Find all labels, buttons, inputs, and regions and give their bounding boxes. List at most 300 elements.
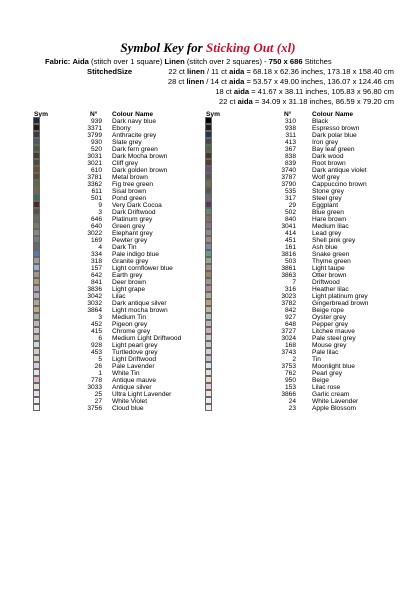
symbol-swatch <box>34 342 39 347</box>
table-row <box>34 146 204 153</box>
table-row <box>34 258 204 265</box>
symbol-swatch <box>206 230 211 235</box>
table-row <box>34 363 204 370</box>
table-row <box>206 258 386 265</box>
colour-name: Antique silver <box>112 384 152 391</box>
colour-name: Thyme green <box>312 258 351 265</box>
symbol-swatch <box>206 279 211 284</box>
colour-number: 610 <box>90 167 102 174</box>
colour-number: 842 <box>284 307 296 314</box>
table-row <box>206 167 386 174</box>
colour-name: Driftwood <box>312 279 340 286</box>
table-row <box>34 314 204 321</box>
size-part-pre: 28 ct <box>167 77 185 86</box>
symbol-swatch <box>34 300 39 305</box>
colour-number: 310 <box>284 118 296 125</box>
symbol-swatch <box>34 370 39 375</box>
table-row <box>34 202 204 209</box>
colour-number: 317 <box>284 195 296 202</box>
colour-name: Light taupe <box>312 265 345 272</box>
table-row <box>206 356 386 363</box>
size-part-fab: linen <box>187 67 205 76</box>
colour-name: Light Driftwood <box>112 356 156 363</box>
table-row <box>34 321 204 328</box>
colour-name: Pepper grey <box>312 321 348 328</box>
colour-number: 939 <box>90 118 102 125</box>
table-row <box>34 153 204 160</box>
symbol-swatch <box>206 237 211 242</box>
symbol-swatch <box>34 209 39 214</box>
table-row <box>34 398 204 405</box>
table-row <box>34 251 204 258</box>
colour-name: Eggplant <box>312 202 339 209</box>
colour-name: Pigeon grey <box>112 321 148 328</box>
colour-number: 26 <box>94 363 102 370</box>
colour-name: Dark fern green <box>112 146 158 153</box>
table-row <box>206 265 386 272</box>
colour-number: 3024 <box>281 335 296 342</box>
symbol-swatch <box>206 195 211 200</box>
fabric-linen: Linen <box>164 57 185 66</box>
left-rows <box>34 118 204 412</box>
colour-name: Root brown <box>312 160 346 167</box>
colour-number: 3863 <box>281 272 296 279</box>
symbol-swatch <box>206 286 211 291</box>
table-row <box>34 167 204 174</box>
colour-name: White Lavender <box>312 398 359 405</box>
symbol-swatch <box>206 223 211 228</box>
table-row <box>206 342 386 349</box>
colour-name: Very Dark Cocoa <box>112 202 162 209</box>
table-row <box>206 153 386 160</box>
colour-number: 3041 <box>281 223 296 230</box>
symbol-swatch <box>34 202 39 207</box>
colour-number: 25 <box>94 391 102 398</box>
colour-name: Dark wood <box>312 153 344 160</box>
colour-name: Sisal brown <box>112 188 147 195</box>
colour-name: Beige rope <box>312 307 344 314</box>
symbol-swatch <box>34 377 39 382</box>
size-part-mid: / 14 ct <box>206 77 227 86</box>
colour-name: Beige <box>312 377 329 384</box>
colour-number: 3864 <box>87 307 102 314</box>
table-row <box>34 160 204 167</box>
symbol-swatch <box>34 286 39 291</box>
sym-header: Sym <box>206 111 220 118</box>
size-part-fab: linen <box>186 77 205 86</box>
colour-number: 27 <box>94 398 102 405</box>
symbol-swatch <box>206 293 211 298</box>
symbol-swatch <box>206 216 211 221</box>
colour-name: Pale Lavender <box>112 363 155 370</box>
colour-name: Ash blue <box>312 244 338 251</box>
colour-number: 414 <box>284 230 296 237</box>
size-line <box>215 87 394 96</box>
fabric-stitches: 750 x 686 <box>268 57 303 66</box>
colour-name: Mouse grey <box>312 342 347 349</box>
colour-name: Green grey <box>112 223 145 230</box>
table-row <box>34 279 204 286</box>
colour-number: 153 <box>284 384 296 391</box>
colour-name: White Violet <box>112 398 148 405</box>
symbol-swatch <box>34 356 39 361</box>
size-line <box>168 67 394 76</box>
colour-number: 24 <box>288 398 296 405</box>
colour-number: 3023 <box>281 293 296 300</box>
left-column <box>34 111 204 412</box>
symbol-swatch <box>34 153 39 158</box>
size-part-post: = 53.57 x 49.00 inches, 136.07 x 124.46 cm <box>246 77 394 86</box>
colour-name: Cloud blue <box>112 405 144 412</box>
symbol-swatch <box>34 125 39 130</box>
symbol-swatch <box>206 314 211 319</box>
colour-number: 930 <box>90 139 102 146</box>
colour-number: 503 <box>284 258 296 265</box>
table-row <box>206 391 386 398</box>
symbol-swatch <box>34 181 39 186</box>
symbol-swatch <box>206 377 211 382</box>
symbol-swatch <box>206 153 211 158</box>
colour-number: 778 <box>90 377 102 384</box>
colour-name: Elephant grey <box>112 230 153 237</box>
table-row <box>206 230 386 237</box>
size-part-post: = 41.67 x 38.11 inches, 105.83 x 96.80 cm <box>251 87 394 96</box>
colour-number: 169 <box>90 237 102 244</box>
size-part-post: = 68.18 x 62.36 inches, 173.18 x 158.40 cm <box>246 67 394 76</box>
colour-number: 3787 <box>281 174 296 181</box>
symbol-swatch <box>206 384 211 389</box>
size-part-pre: 18 ct <box>215 87 232 96</box>
colour-name: Gingerbread brown <box>312 300 369 307</box>
table-row <box>206 188 386 195</box>
colour-name: Shell pink grey <box>312 237 356 244</box>
left-header <box>34 111 204 118</box>
table-row <box>206 300 386 307</box>
colour-number: 640 <box>90 223 102 230</box>
colour-name: Espresso brown <box>312 125 360 132</box>
table-row <box>206 174 386 181</box>
table-row <box>34 181 204 188</box>
symbol-swatch <box>206 321 211 326</box>
colour-name: Dark Mocha brown <box>112 153 168 160</box>
table-row <box>206 314 386 321</box>
colour-name: Heather lilac <box>312 286 349 293</box>
colour-name: Medium Tin <box>112 314 147 321</box>
colour-name: Hare brown <box>312 216 347 223</box>
colour-number: 938 <box>284 125 296 132</box>
colour-name: Light platinum grey <box>312 293 368 300</box>
colour-name: Ultra Light Lavender <box>112 391 172 398</box>
symbol-swatch <box>34 195 39 200</box>
colour-name: Dark antique silver <box>112 300 167 307</box>
colour-number: 316 <box>284 286 296 293</box>
table-row <box>34 174 204 181</box>
symbol-swatch <box>206 167 211 172</box>
symbol-swatch <box>34 132 39 137</box>
colour-name: Pewter grey <box>112 237 148 244</box>
symbol-swatch <box>34 363 39 368</box>
colour-name: Oyster grey <box>312 314 347 321</box>
table-row <box>34 125 204 132</box>
colour-name: Turtledove grey <box>112 349 158 356</box>
colour-name: Pale lilac <box>312 349 339 356</box>
table-row <box>34 272 204 279</box>
colour-number: 3 <box>98 314 102 321</box>
colour-name: Fig tree green <box>112 181 154 188</box>
colour-number: 840 <box>284 216 296 223</box>
symbol-swatch <box>34 398 39 403</box>
colour-number: 3790 <box>281 181 296 188</box>
right-rows <box>206 118 386 412</box>
table-row <box>206 349 386 356</box>
size-part-fab2: aida <box>229 77 245 86</box>
colour-name: Metal brown <box>112 174 148 181</box>
colour-name: Anthracite grey <box>112 132 157 139</box>
colour-name: Deer brown <box>112 279 147 286</box>
table-row <box>34 370 204 377</box>
table-row <box>206 181 386 188</box>
symbol-swatch <box>34 349 39 354</box>
table-row <box>34 349 204 356</box>
colour-name: Dark Driftwood <box>112 209 156 216</box>
colour-number: 520 <box>90 146 102 153</box>
table-row <box>206 405 386 412</box>
table-row <box>206 286 386 293</box>
symbol-swatch <box>34 272 39 277</box>
colour-number: 611 <box>91 188 102 195</box>
table-row <box>206 146 386 153</box>
num-header: N° <box>90 111 98 118</box>
colour-name: Slate grey <box>112 139 142 146</box>
colour-name: Tin <box>312 356 321 363</box>
colour-number: 928 <box>90 342 102 349</box>
table-row <box>34 405 204 412</box>
colour-number: 2 <box>292 356 296 363</box>
title-highlight: Sticking Out (xl) <box>206 40 296 55</box>
symbol-swatch <box>206 244 211 249</box>
size-part-fab2: aida <box>233 87 250 96</box>
colour-name: Lilac rose <box>312 384 341 391</box>
table-row <box>206 125 386 132</box>
colour-name: Ebony <box>112 125 131 132</box>
name-header: Colour Name <box>112 111 154 118</box>
colour-number: 3799 <box>87 132 102 139</box>
colour-name: Pale indigo blue <box>112 251 159 258</box>
symbol-swatch <box>34 139 39 144</box>
colour-name: Lead grey <box>312 230 342 237</box>
colour-number: 3032 <box>87 300 102 307</box>
colour-number: 646 <box>90 216 102 223</box>
colour-name: Antique mauve <box>112 377 156 384</box>
table-row <box>206 293 386 300</box>
symbol-swatch <box>206 363 211 368</box>
colour-name: Snake green <box>312 251 350 258</box>
colour-number: 9 <box>98 202 102 209</box>
symbol-swatch <box>34 391 39 396</box>
table-row <box>206 237 386 244</box>
colour-number: 839 <box>284 160 296 167</box>
symbol-swatch <box>34 384 39 389</box>
table-row <box>206 244 386 251</box>
fabric-label: Fabric: <box>45 57 71 66</box>
colour-name: Earth grey <box>112 272 143 279</box>
symbol-swatch <box>206 265 211 270</box>
title-prefix: Symbol Key for <box>120 40 206 55</box>
symbol-swatch <box>206 174 211 179</box>
symbol-swatch <box>206 139 211 144</box>
colour-name: Granite grey <box>112 258 149 265</box>
table-row <box>206 251 386 258</box>
fabric-aida: Aida <box>72 57 89 66</box>
symbol-swatch <box>34 335 39 340</box>
colour-name: Dark Tin <box>112 244 137 251</box>
symbol-swatch <box>206 349 211 354</box>
colour-number: 3740 <box>281 167 296 174</box>
colour-number: 3782 <box>281 300 296 307</box>
colour-name: White Tin <box>112 370 140 377</box>
colour-name: Cliff grey <box>112 160 138 167</box>
colour-number: 168 <box>284 342 296 349</box>
symbol-swatch <box>206 405 211 410</box>
colour-number: 3371 <box>87 125 102 132</box>
colour-name: Lilac <box>112 293 126 300</box>
name-header: Colour Name <box>312 111 354 118</box>
colour-name: Bay leaf green <box>312 146 355 153</box>
colour-name: Stone grey <box>312 188 344 195</box>
symbol-swatch <box>206 398 211 403</box>
table-row <box>34 188 204 195</box>
colour-name: Black <box>312 118 329 125</box>
table-row <box>206 132 386 139</box>
colour-number: 927 <box>284 314 296 321</box>
table-row <box>206 223 386 230</box>
colour-number: 318 <box>90 258 102 265</box>
symbol-swatch <box>206 118 211 123</box>
size-part-fab2: aida <box>229 67 245 76</box>
colour-number: 838 <box>284 153 296 160</box>
colour-name: Medium Light Driftwood <box>112 335 182 342</box>
symbol-swatch <box>34 265 39 270</box>
right-header <box>206 111 386 118</box>
colour-name: Litchee mauve <box>312 328 355 335</box>
symbol-swatch <box>206 370 211 375</box>
symbol-swatch <box>34 314 39 319</box>
table-row <box>206 216 386 223</box>
right-column <box>206 111 386 412</box>
symbol-swatch <box>34 244 39 249</box>
table-row <box>206 370 386 377</box>
colour-number: 29 <box>288 202 296 209</box>
colour-name: Otter brown <box>312 272 347 279</box>
size-part-pre: 22 ct <box>168 67 185 76</box>
colour-name: Medium lilac <box>312 223 349 230</box>
colour-number: 3753 <box>281 363 296 370</box>
colour-name: Iron grey <box>312 139 339 146</box>
colour-number: 451 <box>284 237 296 244</box>
colour-number: 5 <box>98 356 102 363</box>
colour-name: Light pearl grey <box>112 342 158 349</box>
table-row <box>34 237 204 244</box>
colour-name: Light grape <box>112 286 145 293</box>
colour-name: Dark antique violet <box>312 167 367 174</box>
symbol-swatch <box>206 125 211 130</box>
table-row <box>34 132 204 139</box>
table-row <box>206 202 386 209</box>
colour-name: Pearl grey <box>312 370 343 377</box>
colour-number: 161 <box>284 244 296 251</box>
table-row <box>34 335 204 342</box>
symbol-swatch <box>34 251 39 256</box>
table-row <box>34 384 204 391</box>
table-row <box>34 300 204 307</box>
table-row <box>206 195 386 202</box>
symbol-swatch <box>34 216 39 221</box>
symbol-swatch <box>206 328 211 333</box>
table-row <box>34 377 204 384</box>
symbol-swatch <box>34 293 39 298</box>
table-row <box>34 223 204 230</box>
fabric-stitches-word: Stitches <box>304 57 332 66</box>
symbol-swatch <box>34 174 39 179</box>
table-row <box>34 139 204 146</box>
colour-name: Apple Blossom <box>312 405 356 412</box>
symbol-swatch <box>34 118 39 123</box>
table-row <box>206 160 386 167</box>
colour-number: 3816 <box>281 251 296 258</box>
table-row <box>34 356 204 363</box>
colour-number: 3756 <box>87 405 102 412</box>
table-row <box>34 216 204 223</box>
table-row <box>34 230 204 237</box>
symbol-swatch <box>206 146 211 151</box>
colour-number: 950 <box>284 377 296 384</box>
size-part-fab2: aida <box>237 97 253 106</box>
symbol-swatch <box>206 272 211 277</box>
table-row <box>206 139 386 146</box>
colour-number: 311 <box>285 132 296 139</box>
size-line <box>219 97 394 106</box>
table-row <box>34 195 204 202</box>
colour-number: 501 <box>90 195 102 202</box>
table-row <box>206 398 386 405</box>
colour-name: Dark golden brown <box>112 167 168 174</box>
size-line <box>168 77 394 86</box>
fabric-aida-note: (stitch over 1 square) <box>91 57 163 66</box>
colour-number: 1 <box>98 370 102 377</box>
colour-name: Light mocha brown <box>112 307 168 314</box>
colour-number: 3866 <box>281 391 296 398</box>
symbol-swatch <box>206 202 211 207</box>
colour-number: 648 <box>284 321 296 328</box>
colour-name: Pond green <box>112 195 147 202</box>
table-row <box>206 118 386 125</box>
symbol-swatch <box>206 209 211 214</box>
table-row <box>34 118 204 125</box>
symbol-swatch <box>206 258 211 263</box>
colour-name: Chrome grey <box>112 328 151 335</box>
page-title <box>0 40 416 56</box>
table-row <box>206 384 386 391</box>
colour-number: 3836 <box>87 286 102 293</box>
colour-name: Cappuccino brown <box>312 181 367 188</box>
symbol-swatch <box>34 307 39 312</box>
table-row <box>34 328 204 335</box>
table-row <box>34 342 204 349</box>
colour-number: 3021 <box>87 160 102 167</box>
table-row <box>34 286 204 293</box>
colour-number: 334 <box>90 251 102 258</box>
symbol-swatch <box>34 279 39 284</box>
